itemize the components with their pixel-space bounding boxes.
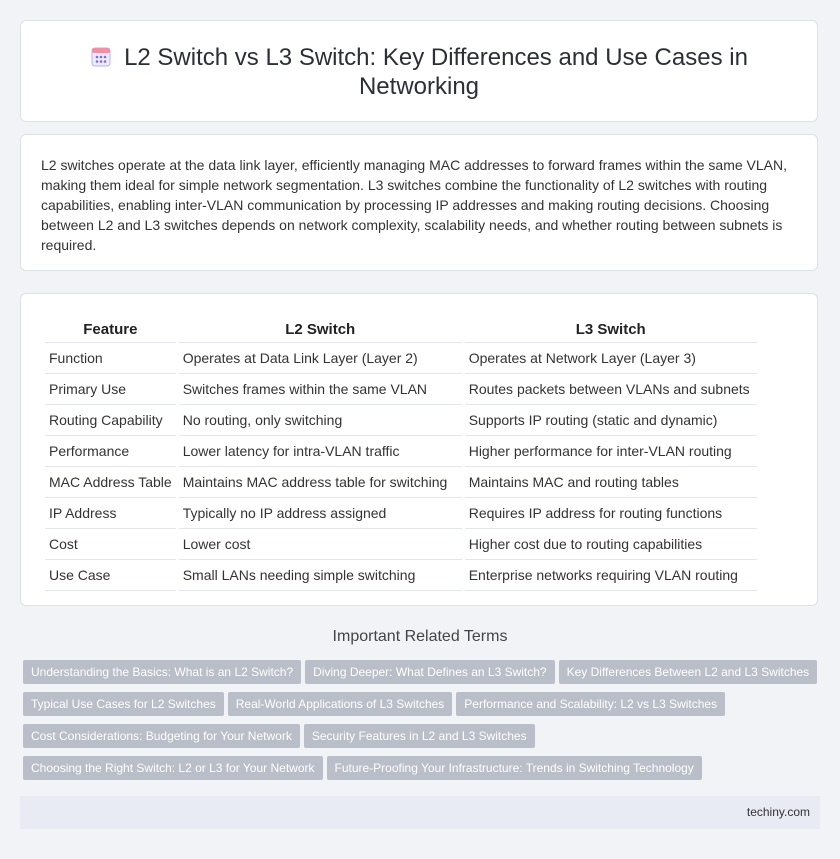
table-cell-feature: IP Address bbox=[45, 498, 176, 529]
table-cell-feature: Cost bbox=[45, 529, 176, 560]
table-cell-l3: Higher cost due to routing capabilities bbox=[465, 529, 757, 560]
related-term-tag[interactable]: Security Features in L2 and L3 Switches bbox=[304, 724, 535, 748]
related-term-tag[interactable]: Performance and Scalability: L2 vs L3 Switches bbox=[456, 692, 725, 716]
table-row bbox=[45, 343, 757, 374]
table-cell-l2: Lower cost bbox=[179, 529, 462, 560]
table-cell-feature: Primary Use bbox=[45, 374, 176, 405]
table-cell-l3: Requires IP address for routing functions bbox=[465, 498, 757, 529]
related-term-tag[interactable]: Choosing the Right Switch: L2 or L3 for Your Network bbox=[23, 756, 323, 780]
table-cell-l2: Small LANs needing simple switching bbox=[179, 560, 462, 591]
page-title-text: L2 Switch vs L3 Switch: Key Differences and Use Cases in Networking bbox=[124, 44, 748, 100]
table-row bbox=[45, 436, 757, 467]
related-term-tag[interactable]: Diving Deeper: What Defines an L3 Switch? bbox=[305, 660, 554, 684]
table-row bbox=[45, 529, 757, 560]
table-cell-l2: Maintains MAC address table for switching bbox=[179, 467, 462, 498]
footer bbox=[20, 796, 820, 829]
table-cell-feature: Use Case bbox=[45, 560, 176, 591]
page-title bbox=[69, 43, 769, 101]
table-cell-l2: Lower latency for intra-VLAN traffic bbox=[179, 436, 462, 467]
table-cell-l2: No routing, only switching bbox=[179, 405, 462, 436]
table-cell-l2: Typically no IP address assigned bbox=[179, 498, 462, 529]
table-cell-l3: Enterprise networks requiring VLAN routing bbox=[465, 560, 757, 591]
intro-card bbox=[20, 134, 818, 271]
related-term-tag[interactable]: Real-World Applications of L3 Switches bbox=[228, 692, 453, 716]
table-cell-l3: Maintains MAC and routing tables bbox=[465, 467, 757, 498]
table-cell-l2: Switches frames within the same VLAN bbox=[179, 374, 462, 405]
table-row bbox=[45, 374, 757, 405]
table-header-l2: L2 Switch bbox=[179, 314, 462, 343]
table-row bbox=[45, 405, 757, 436]
related-term-tag[interactable]: Cost Considerations: Budgeting for Your Network bbox=[23, 724, 300, 748]
table-row bbox=[45, 498, 757, 529]
table-row bbox=[45, 560, 757, 591]
table-cell-l3: Operates at Network Layer (Layer 3) bbox=[465, 343, 757, 374]
footer-site-link[interactable]: techiny.com bbox=[746, 805, 810, 819]
related-term-tag[interactable]: Key Differences Between L2 and L3 Switches bbox=[559, 660, 818, 684]
table-cell-feature: MAC Address Table bbox=[45, 467, 176, 498]
related-term-tag[interactable]: Typical Use Cases for L2 Switches bbox=[23, 692, 224, 716]
document-grid-icon bbox=[90, 46, 112, 68]
comparison-table-card bbox=[20, 293, 818, 606]
table-cell-l3: Supports IP routing (static and dynamic) bbox=[465, 405, 757, 436]
intro-paragraph: L2 switches operate at the data link layer, efficiently managing MAC addresses to forward frames within the same VLAN, making them ideal for simple network segmentation. L3 switches combine the functionality of L2 switches with routing capabilities, enabling inter-VLAN communication by processing IP addresses and making routing decisions. Choosing between L2 and L3 switches depends on network complexity, scalability needs, and whether routing between subnets is required. bbox=[41, 157, 787, 253]
table-header-row bbox=[45, 314, 757, 343]
table-header-l3: L3 Switch bbox=[465, 314, 757, 343]
related-term-tag[interactable]: Future-Proofing Your Infrastructure: Trends in Switching Technology bbox=[327, 756, 702, 780]
table-cell-l3: Routes packets between VLANs and subnets bbox=[465, 374, 757, 405]
related-term-tag[interactable]: Understanding the Basics: What is an L2 Switch? bbox=[23, 660, 301, 684]
table-cell-feature: Function bbox=[45, 343, 176, 374]
related-terms-title: Important Related Terms bbox=[332, 628, 508, 645]
table-cell-l2: Operates at Data Link Layer (Layer 2) bbox=[179, 343, 462, 374]
table-cell-feature: Performance bbox=[45, 436, 176, 467]
related-terms-list bbox=[23, 660, 823, 788]
table-row bbox=[45, 467, 757, 498]
table-cell-l3: Higher performance for inter-VLAN routing bbox=[465, 436, 757, 467]
title-wrap bbox=[21, 43, 817, 101]
table-header-feature: Feature bbox=[45, 314, 176, 343]
title-card bbox=[20, 20, 818, 122]
comparison-table bbox=[42, 314, 760, 591]
table-cell-feature: Routing Capability bbox=[45, 405, 176, 436]
